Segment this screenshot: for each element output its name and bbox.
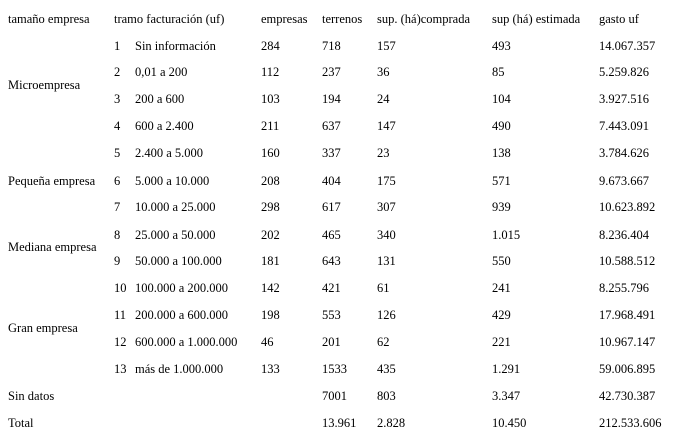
row-terrenos: 718 — [322, 39, 341, 53]
row-sup-comprada: 24 — [377, 92, 390, 106]
row-sup-estimada: 939 — [492, 200, 511, 214]
row-number: 13 — [114, 362, 127, 376]
row-gasto: 8.236.404 — [599, 228, 649, 242]
row-gasto: 59.006.895 — [599, 362, 656, 376]
row-number: 2 — [114, 65, 121, 79]
row-number: 10 — [114, 281, 127, 295]
row-terrenos: 201 — [322, 335, 341, 349]
sin-datos-sup-comprada: 803 — [377, 389, 396, 403]
row-sup-estimada: 429 — [492, 308, 511, 322]
row-terrenos: 404 — [322, 174, 341, 188]
row-sup-comprada: 307 — [377, 200, 396, 214]
row-tramo: 100.000 a 200.000 — [135, 281, 229, 295]
row-sup-comprada: 147 — [377, 119, 396, 133]
row-sup-estimada: 1.015 — [492, 228, 521, 242]
row-number: 6 — [114, 174, 121, 188]
row-empresas: 202 — [261, 228, 280, 242]
header-terrenos: terrenos — [322, 12, 363, 26]
row-empresas: 133 — [261, 362, 280, 376]
row-terrenos: 337 — [322, 146, 341, 160]
row-number: 1 — [114, 39, 121, 53]
sin-datos-sup-estimada: 3.347 — [492, 389, 521, 403]
row-sup-comprada: 157 — [377, 39, 396, 53]
row-empresas: 112 — [261, 65, 280, 79]
row-tramo: Sin información — [135, 39, 216, 53]
row-terrenos: 643 — [322, 254, 341, 268]
row-sup-estimada: 550 — [492, 254, 511, 268]
row-sup-estimada: 1.291 — [492, 362, 521, 376]
row-sup-comprada: 435 — [377, 362, 396, 376]
row-empresas: 284 — [261, 39, 280, 53]
row-terrenos: 237 — [322, 65, 341, 79]
row-sup-comprada: 340 — [377, 228, 396, 242]
row-gasto: 17.968.491 — [599, 308, 656, 322]
row-empresas: 103 — [261, 92, 280, 106]
row-sup-comprada: 175 — [377, 174, 396, 188]
row-gasto: 10.588.512 — [599, 254, 656, 268]
header-empresas: empresas — [261, 12, 308, 26]
row-sup-estimada: 138 — [492, 146, 511, 160]
row-empresas: 298 — [261, 200, 280, 214]
row-terrenos: 637 — [322, 119, 341, 133]
row-sup-estimada: 490 — [492, 119, 511, 133]
row-sup-estimada: 104 — [492, 92, 511, 106]
row-number: 8 — [114, 228, 121, 242]
row-tramo: 0,01 a 200 — [135, 65, 188, 79]
header-tramo: tramo facturación (uf) — [114, 12, 225, 26]
total-terrenos: 13.961 — [322, 416, 357, 430]
row-terrenos: 465 — [322, 228, 341, 242]
total-sup-comprada: 2.828 — [377, 416, 406, 430]
row-terrenos: 617 — [322, 200, 341, 214]
total-sup-estimada: 10.450 — [492, 416, 527, 430]
row-tramo: 600.000 a 1.000.000 — [135, 335, 238, 349]
row-sup-estimada: 493 — [492, 39, 511, 53]
row-number: 7 — [114, 200, 121, 214]
group-label-mediana: Mediana empresa — [8, 240, 97, 254]
row-tramo: 50.000 a 100.000 — [135, 254, 222, 268]
row-empresas: 208 — [261, 174, 280, 188]
row-sup-comprada: 126 — [377, 308, 396, 322]
header-sup-estimada: sup (há) estimada — [492, 12, 581, 26]
row-empresas: 142 — [261, 281, 280, 295]
row-sup-estimada: 571 — [492, 174, 511, 188]
row-terrenos: 1533 — [322, 362, 347, 376]
row-sup-comprada: 23 — [377, 146, 390, 160]
row-gasto: 8.255.796 — [599, 281, 649, 295]
row-terrenos: 194 — [322, 92, 341, 106]
total-gasto: 212.533.606 — [599, 416, 662, 430]
row-tramo: 25.000 a 50.000 — [135, 228, 216, 242]
row-number: 4 — [114, 119, 121, 133]
header-gasto: gasto uf — [599, 12, 639, 26]
row-gasto: 9.673.667 — [599, 174, 649, 188]
header-size: tamaño empresa — [8, 12, 90, 26]
group-label-total: Total — [8, 416, 34, 430]
row-number: 5 — [114, 146, 121, 160]
row-gasto: 5.259.826 — [599, 65, 649, 79]
row-tramo: 600 a 2.400 — [135, 119, 194, 133]
row-sup-comprada: 61 — [377, 281, 390, 295]
row-empresas: 211 — [261, 119, 280, 133]
row-sup-comprada: 36 — [377, 65, 390, 79]
row-empresas: 46 — [261, 335, 274, 349]
group-label-sin-datos: Sin datos — [8, 389, 55, 403]
group-label-micro: Microempresa — [8, 78, 81, 92]
group-label-pequena: Pequeña empresa — [8, 174, 96, 188]
group-label-gran: Gran empresa — [8, 321, 78, 335]
row-gasto: 10.623.892 — [599, 200, 656, 214]
row-tramo: 200.000 a 600.000 — [135, 308, 229, 322]
row-sup-estimada: 85 — [492, 65, 505, 79]
row-tramo: 5.000 a 10.000 — [135, 174, 210, 188]
header-sup-comprada: sup. (há)comprada — [377, 12, 471, 26]
row-gasto: 3.927.516 — [599, 92, 649, 106]
sin-datos-gasto: 42.730.387 — [599, 389, 656, 403]
row-sup-comprada: 131 — [377, 254, 396, 268]
row-tramo: más de 1.000.000 — [135, 362, 224, 376]
row-gasto: 3.784.626 — [599, 146, 649, 160]
row-empresas: 198 — [261, 308, 280, 322]
row-number: 9 — [114, 254, 121, 268]
row-empresas: 160 — [261, 146, 280, 160]
row-terrenos: 421 — [322, 281, 341, 295]
row-gasto: 7.443.091 — [599, 119, 649, 133]
row-terrenos: 553 — [322, 308, 341, 322]
row-sup-estimada: 221 — [492, 335, 511, 349]
sin-datos-terrenos: 7001 — [322, 389, 347, 403]
row-number: 3 — [114, 92, 121, 106]
row-empresas: 181 — [261, 254, 280, 268]
row-gasto: 14.067.357 — [599, 39, 656, 53]
row-number: 12 — [114, 335, 127, 349]
row-tramo: 2.400 a 5.000 — [135, 146, 204, 160]
row-sup-comprada: 62 — [377, 335, 390, 349]
row-tramo: 200 a 600 — [135, 92, 185, 106]
row-number: 11 — [114, 308, 127, 322]
row-sup-estimada: 241 — [492, 281, 511, 295]
row-gasto: 10.967.147 — [599, 335, 656, 349]
row-tramo: 10.000 a 25.000 — [135, 200, 216, 214]
